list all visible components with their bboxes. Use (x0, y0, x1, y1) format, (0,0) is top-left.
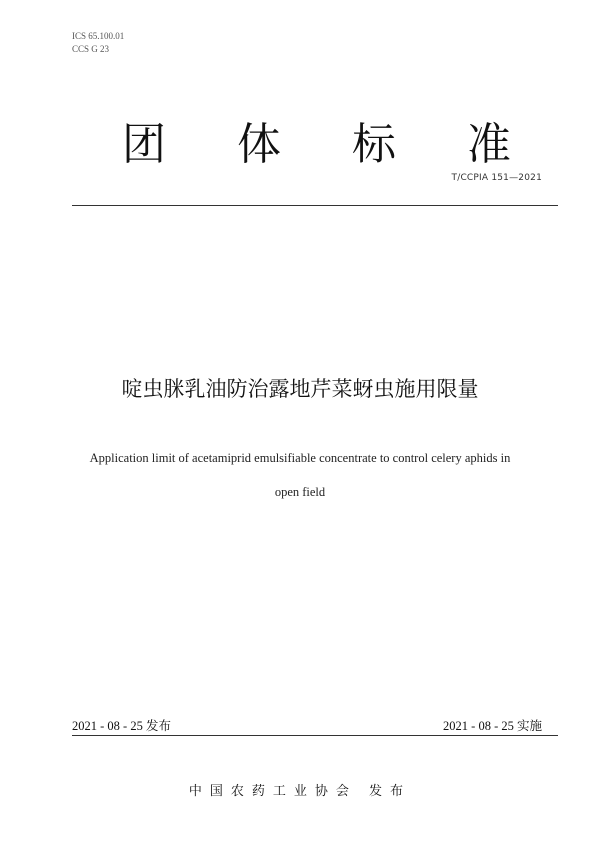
ccs-code: CCS G 23 (72, 44, 110, 54)
bottom-divider (72, 735, 558, 736)
document-title-chinese: 啶虫脒乳油防治露地芹菜蚜虫施用限量 (121, 377, 479, 401)
english-title-line-1: Application limit of acetamiprid emulsifiable concentrate to control celery aphids in (89, 451, 511, 465)
publisher: 中国农药工业协会 发布 (188, 784, 412, 799)
classification-codes (72, 30, 124, 56)
publish-date: 2021 - 08 - 25 发布 (72, 719, 171, 733)
document-title-english (40, 441, 560, 509)
page-title (0, 108, 600, 168)
title-char-3: 标 (352, 119, 396, 170)
english-title-line-2: open field (274, 485, 326, 499)
standard-number: T/CCPIA 151—2021 (451, 173, 542, 183)
title-char-1: 团 (122, 119, 166, 170)
implement-date: 2021 - 08 - 25 实施 (443, 719, 542, 733)
ics-code: ICS 65.100.01 (72, 31, 125, 41)
title-char-2: 体 (237, 119, 281, 170)
title-char-4: 准 (467, 119, 511, 170)
top-divider (72, 205, 558, 206)
